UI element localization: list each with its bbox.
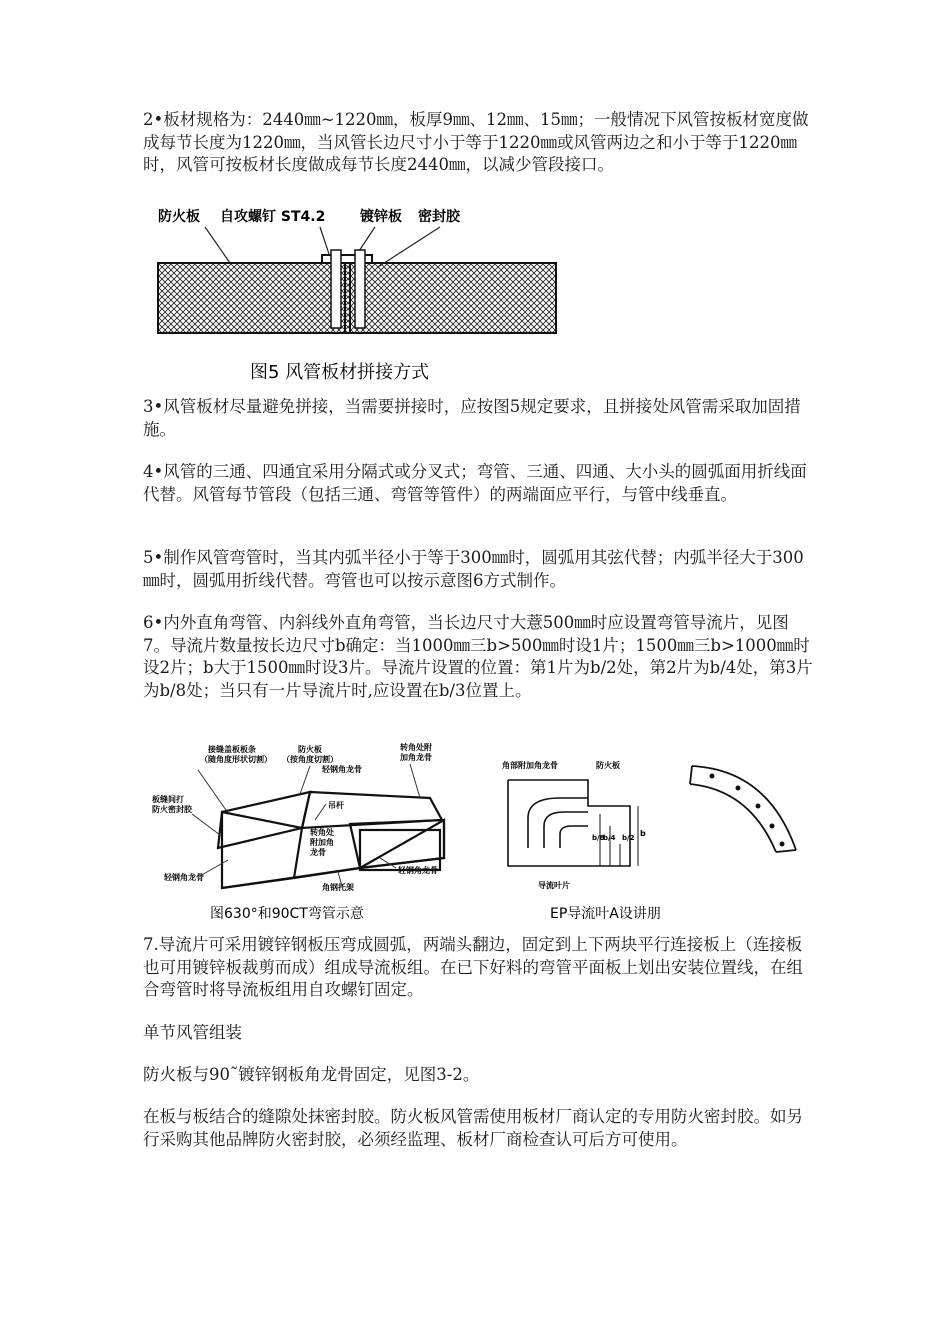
fig7-dim-b8: b/8 — [592, 834, 605, 842]
fig6-label: 角钢托架 — [322, 883, 354, 892]
fig6-label: 轻钢角龙骨 — [164, 873, 204, 882]
fig6-label: 转角处 — [310, 828, 334, 837]
fig6-label: 板缝间打 — [152, 795, 184, 804]
fig5-label-sealant: 密封胶 — [418, 209, 460, 225]
fig7-label: 防火板 — [596, 761, 620, 770]
paragraph-6: 6•内外直角弯管、内斜线外直角弯管，当长边尺寸大薏500㎜时应设置弯管导流片，见图7。导流片数量按长边尺寸b确定：当1000㎜三b>500㎜时设1片；1500㎜三b>1000㎜时设2片；b大于1500㎜时设3片。导流片设置的位置：第1片为b/2处，第2片为b/4处，第3片为b/8处；当只有一片导流片时,应设置在b/3位置上。 — [143, 613, 813, 700]
paragraph-4: 4•风管的三通、四通宜采用分隔式或分叉式；弯管、三通、四通、大小头的圆弧面用折线面代替。风管每节管段（包括三通、弯管等管件）的两端面应平行，与管中线垂直。 — [143, 462, 807, 504]
figure-5-panel-joint — [150, 195, 570, 390]
fig7-label: 导流叶片 — [538, 881, 570, 890]
figure-6-elbow-diagram — [150, 740, 490, 920]
fig6-label: 防火板 — [298, 745, 322, 754]
fig7-dim-b2: b/2 — [622, 834, 635, 842]
fig5-label-galvanized: 镀锌板 — [360, 209, 402, 225]
fig7-caption: EP导流叶A设讲朋 — [550, 906, 661, 920]
fig6-label: （随角度形状切割） — [200, 755, 272, 764]
fig6-label: 加角龙骨 — [400, 753, 432, 762]
section-heading: 单节风管组装 — [143, 1023, 242, 1042]
paragraph-9: 在板与板结合的缝隙处抹密封胶。防火板风管需使用板材厂商认定的专用防火密封胶。如另行采购其他品牌防火密封胶，必须经监理、板材厂商检查认可后方可使用。 — [143, 1107, 803, 1149]
fig6-label: 接缝盖板板条 — [208, 745, 256, 754]
fig7-dim-b: b — [640, 829, 646, 838]
fig6-label: 龙骨 — [310, 848, 326, 857]
paragraph-2: 2•板材规格为：2440㎜~1220㎜，板厚9㎜、12㎜、15㎜；一般情况下风管按板材宽度做成每节长度为1220㎜，当风管长边尺寸小于等于1220㎜或风管两边之和小于等于1220㎜时，风管可按板材长度做成每节长度2440㎜，以减少管段接口。 — [143, 110, 809, 174]
paragraph-7: 7.导流片可采用镀锌钢板压弯成圆弧，两端头翻边，固定到上下两块平行连接板上（连接板也可用镀锌板裁剪而成）组成导流板组。在已下好料的弯管平面板上划出安装位置线，在组合弯管时将导流板组用自攻螺钉固定。 — [143, 935, 803, 999]
fig6-label: 轻钢角龙骨 — [322, 765, 362, 774]
paragraph-3: 3•风管板材尽量避免拼接，当需要拼接时，应按图5规定要求，且拼接处风管需采取加固措施。 — [143, 397, 801, 439]
fig7-dim-b4: b/4 — [603, 834, 616, 842]
fig5-label-fireboard: 防火板 — [158, 209, 200, 225]
fig6-label: 防火密封胶 — [152, 805, 192, 814]
paragraph-8: 防火板与90˜镀锌钢板角龙骨固定，见图3-2。 — [143, 1065, 480, 1084]
fig6-label: 轻钢角龙骨 — [398, 866, 438, 875]
paragraph-5: 5•制作风管弯管时，当其内弧半径小于等于300㎜时，圆弧用其弦代替；内弧半径大于300㎜时，圆弧用折线代替。弯管也可以按示意图6方式制作。 — [143, 548, 804, 590]
fig6-label: 吊杆 — [328, 801, 344, 810]
fig5-label-screw: 自攻螺钉 ST4.2 — [220, 209, 326, 225]
fig5-caption: 图5 风管板材拼接方式 — [250, 362, 430, 383]
fig7-label: 角部附加角龙骨 — [502, 761, 558, 770]
fig6-label: 附加角 — [310, 838, 334, 847]
fig6-label: 转角处附 — [400, 743, 432, 752]
fig6-label: （按角度切割） — [282, 755, 338, 764]
figure-7-vane-diagram — [500, 740, 810, 920]
fig6-caption: 图630°和90CT弯管示意 — [210, 906, 364, 920]
